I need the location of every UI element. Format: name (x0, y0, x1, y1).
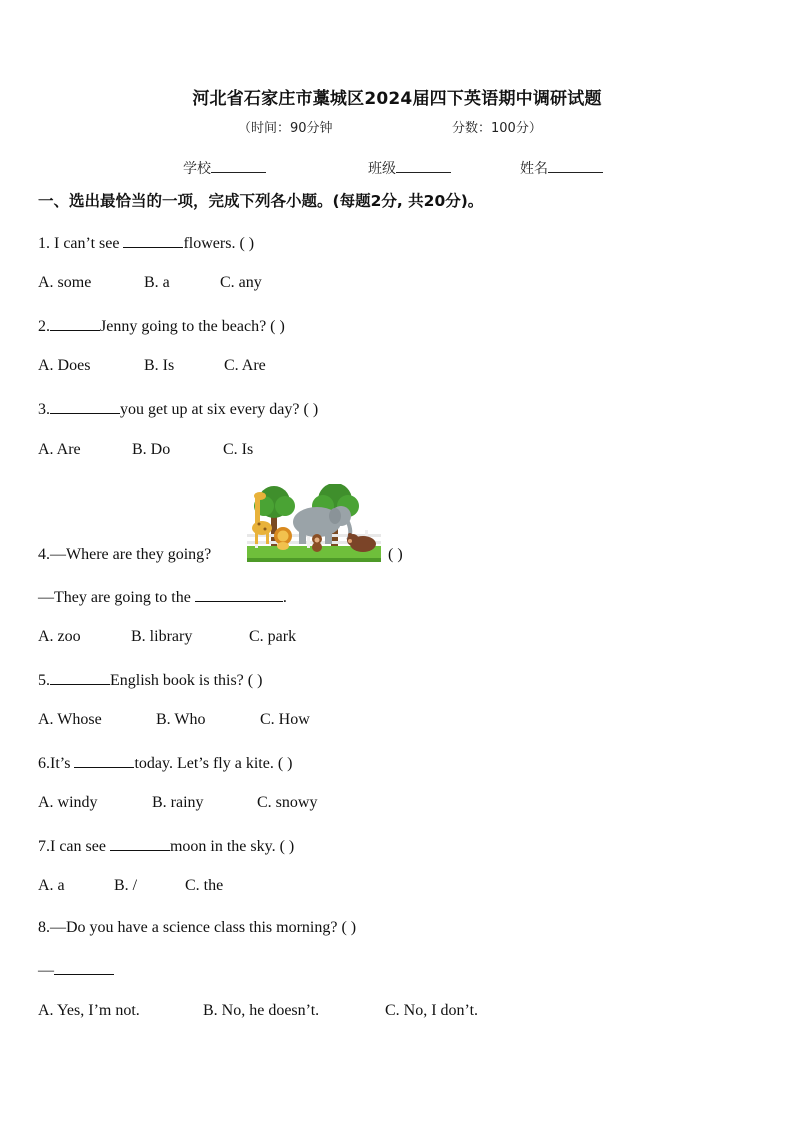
zoo-animals-illustration (247, 484, 381, 564)
answer-text: . (282, 589, 287, 606)
option-b[interactable]: B. / (114, 877, 138, 894)
option-a[interactable]: A. Does (38, 357, 91, 374)
school-label: 学校 (183, 161, 211, 177)
question-7 (38, 836, 294, 856)
option-c[interactable]: C. snowy (257, 794, 318, 811)
option-a[interactable]: A. zoo (38, 628, 81, 645)
question-text: English book is this? ( ) (110, 672, 263, 689)
option-c[interactable]: C. No, I don’t. (385, 1002, 479, 1019)
question-text: 2. (38, 318, 50, 335)
option-a[interactable]: A. windy (38, 794, 98, 811)
question-text: moon in the sky. ( ) (169, 838, 295, 855)
question-text: you get up at six every day? ( ) (120, 401, 319, 418)
school-field (183, 158, 266, 178)
option-b[interactable]: B. Who (156, 711, 206, 728)
question-text: 6.It’s (38, 755, 75, 772)
class-label: 班级 (368, 161, 396, 177)
option-a[interactable]: A. a (38, 877, 65, 894)
option-b[interactable]: B. Do (132, 441, 171, 458)
exam-title: 河北省石家庄市藁城区2024届四下英语期中调研试题 (192, 89, 602, 109)
option-c[interactable]: C. the (185, 877, 224, 894)
option-a[interactable]: A. some (38, 274, 92, 291)
question-text: today. Let’s fly a kite. ( ) (134, 755, 293, 772)
option-a[interactable]: A. Are (38, 441, 81, 458)
answer-blank[interactable] (74, 753, 134, 768)
answer-blank[interactable] (54, 960, 114, 975)
section-heading: 一、选出最恰当的一项，完成下列各小题。(每题2分, 共20分)。 (38, 192, 484, 210)
option-b[interactable]: B. No, he doesn’t. (203, 1002, 320, 1019)
answer-text: —They are going to the (38, 589, 195, 606)
name-blank[interactable] (548, 160, 603, 173)
question-text: 5. (38, 672, 50, 689)
answer-blank[interactable] (195, 587, 283, 602)
name-label: 姓名 (520, 161, 548, 177)
option-b[interactable]: B. rainy (152, 794, 204, 811)
option-a[interactable]: A. Whose (38, 711, 102, 728)
question-text: 7.I can see (38, 838, 110, 855)
name-field (520, 158, 603, 178)
question-text: 4.—Where are they going? (38, 546, 212, 563)
question-1 (38, 233, 254, 253)
question-text: flowers. ( ) (183, 235, 255, 252)
question-6 (38, 753, 292, 773)
answer-blank[interactable] (50, 316, 100, 331)
school-blank[interactable] (211, 160, 266, 173)
option-c[interactable]: C. park (249, 628, 297, 645)
question-4-answer (38, 587, 287, 607)
question-8-answer (38, 960, 114, 980)
question-3 (38, 399, 318, 419)
option-a[interactable]: A. Yes, I’m not. (38, 1002, 140, 1019)
class-blank[interactable] (396, 160, 451, 173)
answer-text: — (38, 962, 54, 979)
option-c[interactable]: C. any (220, 274, 262, 291)
question-4-paren: ( ) (388, 546, 403, 563)
answer-blank[interactable] (123, 233, 183, 248)
question-text: 1. I can’t see (38, 235, 124, 252)
option-b[interactable]: B. library (131, 628, 193, 645)
option-b[interactable]: B. Is (144, 357, 175, 374)
option-c[interactable]: C. Is (223, 441, 254, 458)
question-4 (38, 546, 211, 564)
option-c[interactable]: C. How (260, 711, 310, 728)
question-text: 8.—Do you have a science class this morning? ( ) (38, 919, 357, 936)
class-field (368, 158, 451, 178)
question-text: 3. (38, 401, 50, 418)
question-text: Jenny going to the beach? ( ) (100, 318, 285, 335)
answer-blank[interactable] (110, 836, 170, 851)
exam-score: 分数：100分） (452, 121, 542, 136)
question-8 (38, 919, 356, 937)
question-5 (38, 670, 262, 690)
question-2 (38, 316, 285, 336)
answer-blank[interactable] (50, 399, 120, 414)
exam-time: （时间：90分钟 (238, 121, 333, 136)
option-c[interactable]: C. Are (224, 357, 266, 374)
answer-blank[interactable] (50, 670, 110, 685)
option-b[interactable]: B. a (144, 274, 170, 291)
